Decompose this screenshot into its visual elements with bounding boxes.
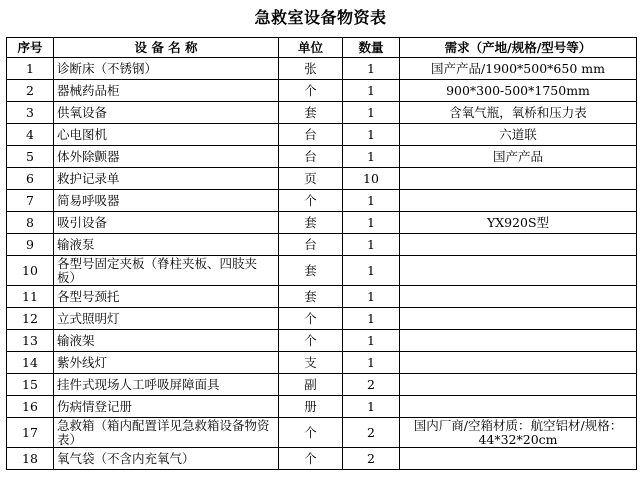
cell-unit: 个 — [279, 80, 343, 102]
cell-qty: 10 — [343, 168, 400, 190]
table-row — [7, 418, 637, 448]
header-no: 序号 — [7, 38, 54, 58]
cell-unit: 张 — [279, 58, 343, 80]
cell-unit: 个 — [279, 448, 343, 470]
cell-unit: 套 — [279, 212, 343, 234]
cell-qty: 1 — [343, 352, 400, 374]
cell-unit: 套 — [279, 286, 343, 308]
cell-req — [400, 190, 637, 212]
cell-unit: 册 — [279, 396, 343, 418]
table-row — [7, 396, 637, 418]
table-row — [7, 448, 637, 470]
cell-name: 心电图机 — [54, 124, 279, 146]
cell-qty: 1 — [343, 330, 400, 352]
cell-name: 各型号颈托 — [54, 286, 279, 308]
cell-unit: 页 — [279, 168, 343, 190]
cell-req — [400, 308, 637, 330]
cell-no: 16 — [7, 396, 54, 418]
cell-unit: 台 — [279, 234, 343, 256]
cell-name: 输液架 — [54, 330, 279, 352]
cell-qty: 1 — [343, 58, 400, 80]
cell-req: 国内厂商/空箱材质：航空铝材/规格：44*32*20cm — [400, 418, 637, 448]
cell-req — [400, 396, 637, 418]
cell-name: 器械药品柜 — [54, 80, 279, 102]
cell-req — [400, 448, 637, 470]
cell-req — [400, 352, 637, 374]
cell-no: 11 — [7, 286, 54, 308]
table-row — [7, 80, 637, 102]
header-qty: 数量 — [343, 38, 400, 58]
table-row — [7, 124, 637, 146]
cell-unit: 台 — [279, 124, 343, 146]
table-row — [7, 286, 637, 308]
cell-req — [400, 256, 637, 286]
cell-name: 急救箱（箱内配置详见急救箱设备物资表） — [54, 418, 279, 448]
cell-no: 1 — [7, 58, 54, 80]
cell-qty: 1 — [343, 234, 400, 256]
cell-qty: 1 — [343, 124, 400, 146]
cell-qty: 1 — [343, 212, 400, 234]
cell-name: 诊断床（不锈钢） — [54, 58, 279, 80]
cell-unit: 个 — [279, 418, 343, 448]
cell-no: 10 — [7, 256, 54, 286]
cell-no: 15 — [7, 374, 54, 396]
cell-unit: 副 — [279, 374, 343, 396]
table-row — [7, 146, 637, 168]
cell-no: 18 — [7, 448, 54, 470]
cell-qty: 1 — [343, 146, 400, 168]
cell-req: 国产产品/1900*500*650 mm — [400, 58, 637, 80]
equipment-table — [6, 37, 637, 470]
table-row — [7, 234, 637, 256]
cell-name: 体外除颤器 — [54, 146, 279, 168]
table-header-row — [7, 38, 637, 58]
cell-no: 12 — [7, 308, 54, 330]
cell-no: 8 — [7, 212, 54, 234]
cell-unit: 套 — [279, 256, 343, 286]
cell-unit: 个 — [279, 308, 343, 330]
cell-name: 简易呼吸器 — [54, 190, 279, 212]
table-row — [7, 58, 637, 80]
cell-no: 6 — [7, 168, 54, 190]
cell-no: 5 — [7, 146, 54, 168]
cell-no: 4 — [7, 124, 54, 146]
cell-name: 紫外线灯 — [54, 352, 279, 374]
cell-unit: 个 — [279, 190, 343, 212]
table-row — [7, 168, 637, 190]
table-row — [7, 102, 637, 124]
cell-req — [400, 374, 637, 396]
cell-no: 7 — [7, 190, 54, 212]
cell-no: 13 — [7, 330, 54, 352]
cell-name: 救护记录单 — [54, 168, 279, 190]
cell-qty: 1 — [343, 190, 400, 212]
cell-unit: 台 — [279, 146, 343, 168]
table-row — [7, 212, 637, 234]
cell-qty: 1 — [343, 396, 400, 418]
cell-req: 国产产品 — [400, 146, 637, 168]
cell-no: 9 — [7, 234, 54, 256]
header-req: 需求（产地/规格/型号等） — [400, 38, 637, 58]
cell-qty: 2 — [343, 448, 400, 470]
cell-qty: 2 — [343, 418, 400, 448]
cell-req — [400, 330, 637, 352]
header-name: 设 备 名 称 — [54, 38, 279, 58]
cell-name: 氧气袋（不含内充氧气） — [54, 448, 279, 470]
cell-req: 六道联 — [400, 124, 637, 146]
cell-req — [400, 168, 637, 190]
header-unit: 单位 — [279, 38, 343, 58]
cell-req: 含氧气瓶，氧桥和压力表 — [400, 102, 637, 124]
cell-qty: 1 — [343, 80, 400, 102]
cell-req: YX920S型 — [400, 212, 637, 234]
cell-qty: 1 — [343, 286, 400, 308]
cell-no: 2 — [7, 80, 54, 102]
table-row — [7, 374, 637, 396]
cell-qty: 1 — [343, 256, 400, 286]
cell-no: 17 — [7, 418, 54, 448]
cell-name: 各型号固定夹板（脊柱夹板、四肢夹板） — [54, 256, 279, 286]
table-row — [7, 352, 637, 374]
cell-unit: 套 — [279, 102, 343, 124]
table-row — [7, 190, 637, 212]
cell-name: 吸引设备 — [54, 212, 279, 234]
cell-name: 伤病情登记册 — [54, 396, 279, 418]
cell-qty: 1 — [343, 102, 400, 124]
cell-req: 900*300-500*1750mm — [400, 80, 637, 102]
cell-unit: 支 — [279, 352, 343, 374]
cell-unit: 个 — [279, 330, 343, 352]
page-title: 急救室设备物资表 — [254, 8, 387, 27]
cell-name: 立式照明灯 — [54, 308, 279, 330]
cell-no: 14 — [7, 352, 54, 374]
cell-qty: 1 — [343, 308, 400, 330]
cell-req — [400, 286, 637, 308]
cell-no: 3 — [7, 102, 54, 124]
cell-req — [400, 234, 637, 256]
table-row — [7, 330, 637, 352]
cell-name: 输液泵 — [54, 234, 279, 256]
cell-qty: 2 — [343, 374, 400, 396]
cell-name: 供氧设备 — [54, 102, 279, 124]
table-row — [7, 308, 637, 330]
table-row — [7, 256, 637, 286]
table-body — [7, 58, 637, 470]
cell-name: 挂件式现场人工呼吸屏障面具 — [54, 374, 279, 396]
